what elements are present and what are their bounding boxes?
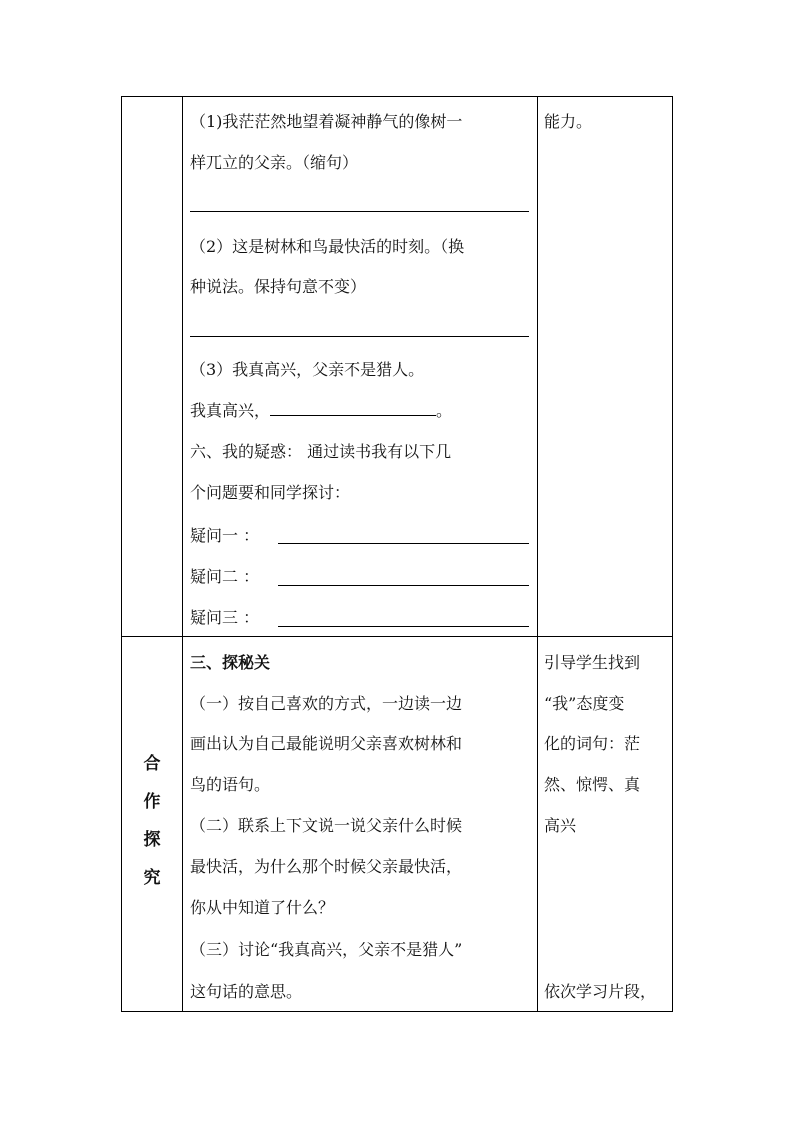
- question-1-line-2: 样兀立的父亲。（缩句）: [190, 153, 359, 172]
- lesson-table: [121, 96, 673, 1012]
- section-6-line-1: 六、我的疑惑： 通过读书我有以下几: [190, 442, 452, 461]
- task-2-line-3: 你从中知道了什么？: [190, 898, 335, 917]
- question-2-line-2: 种说法。保持句意不变）: [190, 277, 367, 296]
- doubt-1-label: 疑问一 ：: [190, 526, 260, 545]
- guide-line-6: 依次学习片段，: [544, 982, 657, 1001]
- guide-line-3: 化的词句：茫: [544, 734, 641, 753]
- doubt-3-label: 疑问三 ：: [190, 608, 260, 627]
- cooperative-exploration-label: [122, 745, 182, 897]
- task-1-line-1: （一）按自己喜欢的方式，一边读一边: [190, 694, 463, 713]
- column-divider-1: [182, 97, 183, 1011]
- fill-prefix: 我真高兴，: [190, 401, 271, 420]
- task-2-line-2: 最快活，为什么那个时候父亲最快活，: [190, 857, 463, 876]
- guide-line-2: “我”态度变: [544, 694, 625, 713]
- guide-line-1: 引导学生找到: [544, 653, 641, 672]
- question-1-line-1: （1)我茫茫然地望着凝神静气的像树一: [190, 112, 463, 131]
- task-1-line-3: 鸟的语句。: [190, 775, 271, 794]
- task-3-line-2: 这句话的意思。: [190, 982, 303, 1001]
- doubt-3-line: [278, 626, 529, 627]
- section-3-heading: 三、探秘关: [190, 653, 271, 672]
- task-3-line-1: （三）讨论“我真高兴，父亲不是猎人”: [190, 940, 463, 959]
- guide-line-5: 高兴: [544, 816, 577, 835]
- row-divider: [122, 636, 672, 637]
- answer-line-2: [190, 336, 529, 337]
- label-char-3: 探: [143, 830, 161, 850]
- guide-line-4: 然、惊愕、真: [544, 775, 641, 794]
- label-char-2: 作: [143, 792, 161, 812]
- doubt-1-line: [278, 543, 529, 544]
- label-char-4: 究: [143, 868, 161, 888]
- section-6-line-2: 个问题要和同学探讨：: [190, 483, 351, 502]
- task-1-line-2: 画出认为自己最能说明父亲喜欢树林和: [190, 734, 463, 753]
- label-char-1: 合: [143, 754, 161, 774]
- doubt-2-line: [278, 585, 529, 586]
- row1-notes: 能力。: [544, 112, 593, 131]
- question-3-line-1: （3）我真高兴，父亲不是猎人。: [190, 360, 425, 379]
- question-3-line-2: [190, 401, 452, 421]
- question-2-line-1: （2）这是树林和鸟最快活的时刻。（换: [190, 237, 465, 256]
- column-divider-2: [537, 97, 538, 1011]
- fill-suffix: 。: [436, 401, 453, 420]
- fill-blank: [270, 401, 436, 416]
- answer-line-1: [190, 211, 529, 212]
- doubt-2-label: 疑问二 ：: [190, 567, 260, 586]
- task-2-line-1: （二）联系上下文说一说父亲什么时候: [190, 816, 463, 835]
